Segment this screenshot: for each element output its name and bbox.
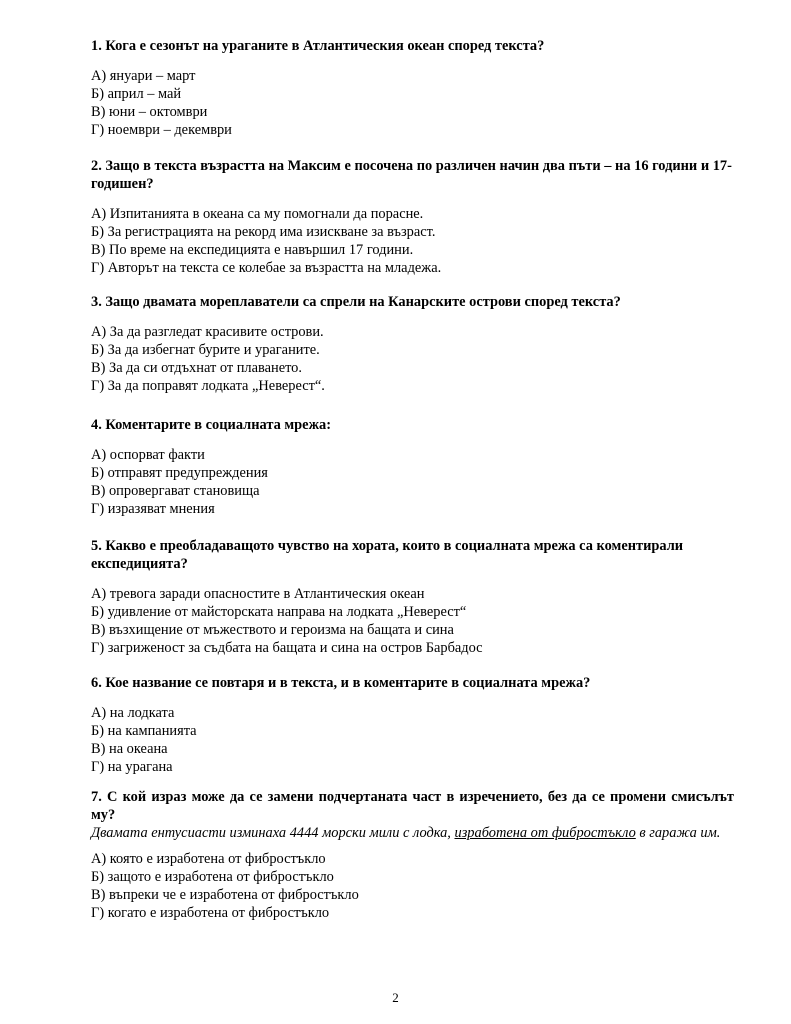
underlined-phrase: изработена от фибростъкло [454,825,636,841]
option-d: Г) на урагана [91,759,173,775]
options-list [91,323,734,395]
option-b: Б) защото е изработена от фибростъкло [91,869,334,885]
question-title: 2. Защо в текста възрастта на Максим е посочена по различен начин два пъти – на 16 години и 17-годишен? [91,158,732,192]
option-a: А) януари – март [91,68,196,84]
option-b: Б) отправят предупреждения [91,465,268,481]
option-a: А) на лодката [91,705,175,721]
question-5 [91,537,734,657]
option-b: Б) За да избегнат бурите и ураганите. [91,342,320,358]
question-7 [91,788,734,922]
option-b: Б) април – май [91,86,182,102]
question-title: 4. Коментарите в социалната мрежа: [91,417,331,433]
question-title: 1. Кога е сезонът на ураганите в Атлантическия океан според текста? [91,38,545,54]
option-a: А) която е изработена от фибростъкло [91,851,326,867]
question-4 [91,416,734,518]
options-list [91,704,734,776]
option-c: В) на океана [91,741,168,757]
option-c: В) опровергават становища [91,483,260,499]
options-list [91,205,734,277]
option-b: Б) на кампанията [91,723,197,739]
question-3 [91,293,734,395]
question-title: 7. С кой израз може да се замени подчертаната част в изречението, без да се промени смисълът му? [91,789,734,823]
option-d: Г) Авторът на текста се колебае за възрастта на младежа. [91,260,442,276]
option-c: В) въпреки че е изработена от фибростъкло [91,887,359,903]
option-b: Б) За регистрацията на рекорд има изискване за възраст. [91,224,436,240]
example-sentence [91,824,734,842]
options-list [91,446,734,518]
option-d: Г) За да поправят лодката „Неверест“. [91,378,325,394]
option-a: А) За да разгледат красивите острови. [91,324,324,340]
question-2 [91,157,734,277]
option-d: Г) когато е изработена от фибростъкло [91,905,330,921]
option-c: В) възхищение от мъжеството и героизма на бащата и сина [91,622,454,638]
option-a: А) Изпитанията в океана са му помогнали да порасне. [91,206,424,222]
option-d: Г) изразяват мнения [91,501,215,517]
option-c: В) По време на експедицията е навършил 17 години. [91,242,414,258]
option-a: А) тревога заради опасностите в Атлантическия океан [91,586,425,602]
option-b: Б) удивление от майсторската направа на лодката „Неверест“ [91,604,467,620]
option-a: А) оспорват факти [91,447,205,463]
options-list [91,850,734,922]
example-text-after: в гаража им. [635,825,721,841]
option-c: В) За да си отдъхнат от плаването. [91,360,302,376]
question-6 [91,674,734,776]
option-c: В) юни – октомври [91,104,208,120]
option-d: Г) ноември – декември [91,122,232,138]
page-number: 2 [392,990,399,1005]
question-title: 5. Какво е преобладаващото чувство на хората, които в социалната мрежа са коментирали експедицията? [91,538,684,572]
option-d: Г) загриженост за съдбата на бащата и сина на остров Барбадос [91,640,483,656]
question-1 [91,37,734,139]
question-title: 6. Кое название се повтаря и в текста, и в коментарите в социалната мрежа? [91,675,591,691]
example-text-before: Двамата ентусиасти изминаха 4444 морски мили с лодка, [91,825,455,841]
options-list [91,67,734,139]
options-list [91,585,734,657]
question-title: 3. Защо двамата мореплаватели са спрели на Канарските острови според текста? [91,294,621,310]
